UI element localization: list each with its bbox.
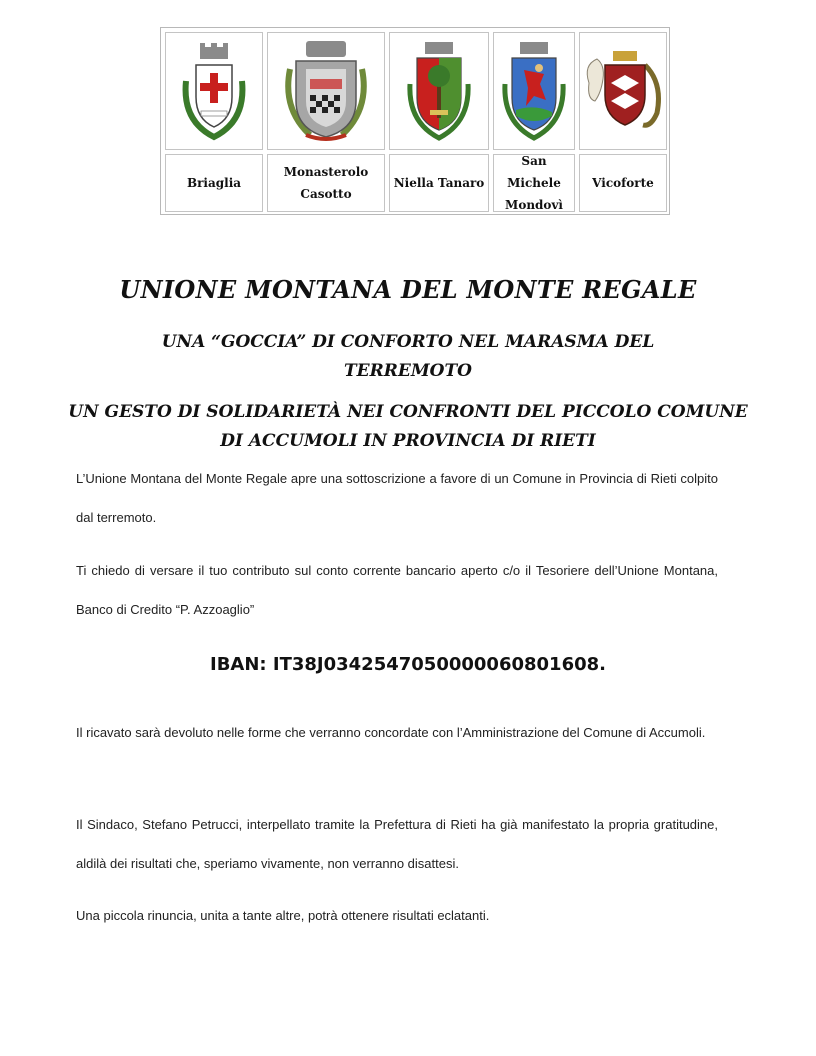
crest-cell-niella — [389, 32, 489, 150]
paragraph-ricavato: Il ricavato sarà devoluto nelle forme che verranno concordate con l’Amministrazione del Comune di Accumoli. — [76, 725, 706, 740]
crest-cell-briaglia — [165, 32, 263, 150]
vicoforte-crest-icon — [581, 43, 665, 139]
niella-tanaro-crest-icon — [402, 40, 476, 142]
crest-cell-vicoforte — [579, 32, 667, 150]
crest-name-vicoforte: Vicoforte — [579, 154, 667, 212]
crest-name-monasterolo: Monasterolo Casotto — [267, 154, 385, 212]
paragraph-contributo: Ti chiedo di versare il tuo contributo sul conto corrente bancario aperto c/o il Tesoriere dell’Unione Montana, Banco di Credito “P. Azzoaglio” — [76, 563, 718, 617]
monasterolo-casotto-crest-icon — [276, 39, 376, 143]
iban-line: IBAN: IT38J0342547050000060801608. — [210, 654, 606, 675]
crest-cell-monasterolo — [267, 32, 385, 150]
crest-name-san-michele: San Michele Mondovì — [493, 154, 575, 212]
document-title: UNIONE MONTANA DEL MONTE REGALE — [119, 275, 697, 304]
crest-name-niella: Niella Tanaro — [389, 154, 489, 212]
paragraph-rinuncia: Una piccola rinuncia, unita a tante altre, potrà ottenere risultati eclatanti. — [76, 908, 490, 923]
crest-name-briaglia: Briaglia — [165, 154, 263, 212]
subtitle-solidarieta: UN GESTO DI SOLIDARIETÀ NEI CONFRONTI DEL PICCOLO COMUNE DI ACCUMOLI IN PROVINCIA DI RIETI — [68, 402, 748, 451]
paragraph-sindaco: Il Sindaco, Stefano Petrucci, interpellato tramite la Prefettura di Rieti ha già manifestato la propria gratitudine, aldilà dei risultati che, speriamo vivamente, non verranno disattesi. — [76, 817, 718, 871]
crest-table — [160, 27, 670, 215]
san-michele-mondovi-crest-icon — [499, 40, 569, 142]
subtitle-goccia: UNA “GOCCIA” DI CONFORTO NEL MARASMA DEL TERREMOTO — [161, 332, 655, 381]
paragraph-intro: L’Unione Montana del Monte Regale apre una sottoscrizione a favore di un Comune in Provincia di Rieti colpito dal terremoto. — [76, 471, 718, 525]
crest-cell-san-michele — [493, 32, 575, 150]
briaglia-crest-icon — [174, 41, 254, 141]
